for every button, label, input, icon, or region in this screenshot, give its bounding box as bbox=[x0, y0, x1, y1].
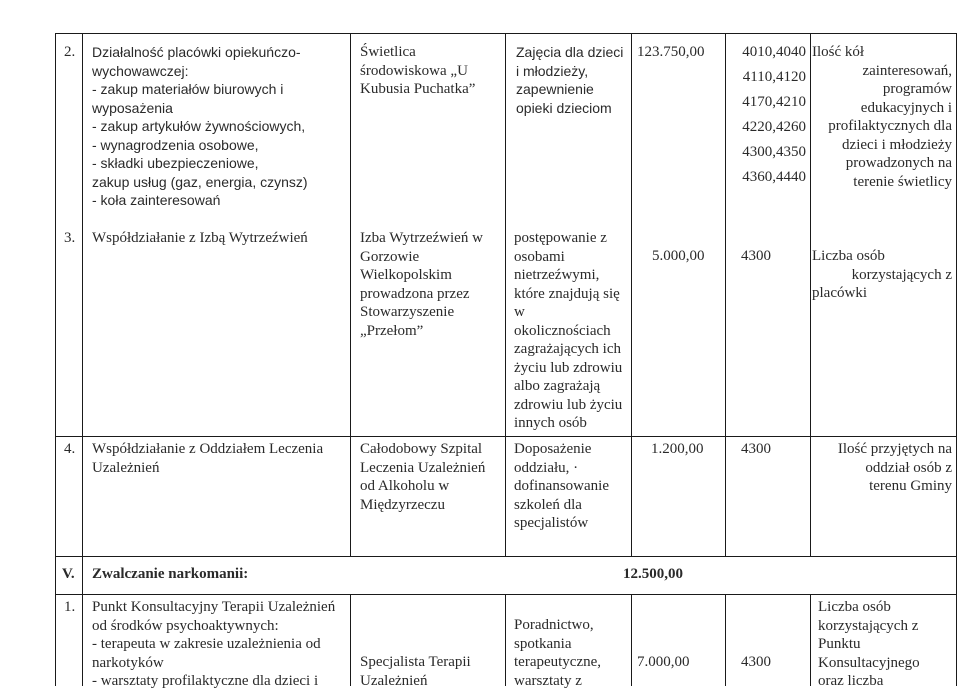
amount-value: 5.000,00 bbox=[652, 248, 705, 264]
column-divider bbox=[55, 33, 56, 686]
budget-code: 4300 bbox=[741, 654, 771, 670]
activity-description: Punkt Konsultacyjny Terapii Uzależnień od środków psychoaktywnych: - terapeuta w zakresie uzależnienia od narkotyków - warsztaty profilaktyczne dla dzieci i bbox=[92, 599, 336, 689]
result-indicator: Liczba osób korzystających z Punktu Konsultacyjnego oraz liczba bbox=[818, 599, 920, 689]
column-divider bbox=[505, 33, 506, 556]
activity-description: Współdziałanie z Izbą Wytrzeźwień bbox=[92, 230, 308, 246]
column-divider bbox=[810, 594, 811, 686]
row-divider bbox=[55, 556, 957, 557]
column-divider bbox=[350, 594, 351, 686]
column-divider bbox=[725, 33, 726, 556]
result-indicator: Ilość kół zainteresowań, programów edukacyjnych i profilaktycznych dla dzieci i młodzieży prowadzonych na terenie świetlicy bbox=[812, 44, 952, 190]
institution-name: Całodobowy Szpital Leczenia Uzależnień od Alkoholu w Międzyrzeczu bbox=[360, 441, 486, 513]
column-divider bbox=[505, 594, 506, 686]
section-amount: 12.500,00 bbox=[623, 566, 683, 582]
column-divider bbox=[350, 33, 351, 556]
column-divider bbox=[956, 33, 957, 686]
activity-description: Działalność placówki opiekuńczo- wychowawczej: - zakup materiałów biurowych i wyposażenia - zakup artykułów żywnościowych, - wynagrodzenia osobowe, - składki ubezpieczeniowe, zakup usług (gaz, energia, czynsz) - koła zainteresowań bbox=[92, 44, 308, 208]
budget-code: 4300 bbox=[741, 248, 771, 264]
amount-value: 1.200,00 bbox=[651, 441, 704, 457]
task-description: Poradnictwo, spotkania terapeutyczne, warsztaty z bbox=[514, 617, 602, 689]
section-title: Zwalczanie narkomanii: bbox=[92, 566, 249, 582]
task-description: Zajęcia dla dzieci i młodzieży, zapewnienie opieki dzieciom bbox=[516, 44, 624, 116]
column-divider bbox=[810, 33, 811, 556]
task-description: Doposażenie oddziału, · dofinansowanie szkoleń dla specjalistów bbox=[514, 441, 609, 531]
row-number: 4. bbox=[64, 441, 76, 457]
row-number: 1. bbox=[64, 599, 76, 615]
section-number: V. bbox=[62, 566, 75, 582]
budget-code: 4300 bbox=[741, 441, 771, 457]
row-divider bbox=[55, 436, 957, 437]
institution-name: Świetlica środowiskowa „U Kubusia Puchatka” bbox=[360, 44, 476, 97]
column-divider bbox=[82, 33, 83, 686]
institution-name: Specjalista Terapii Uzależnień bbox=[360, 654, 471, 689]
amount-value: 123.750,00 bbox=[637, 44, 705, 60]
budget-codes: 4010,4040 4110,4120 4170,4210 4220,4260 4300,4350 4360,4440 bbox=[742, 44, 806, 185]
institution-name: Izba Wytrzeźwień w Gorzowie Wielkopolskim prowadzona przez Stowarzyszenie „Przełom” bbox=[360, 230, 483, 339]
amount-value: 7.000,00 bbox=[637, 654, 690, 670]
row-number: 2. bbox=[64, 44, 76, 60]
column-divider bbox=[631, 33, 632, 556]
column-divider bbox=[725, 594, 726, 686]
activity-description: Współdziałanie z Oddziałem Leczenia Uzależnień bbox=[92, 441, 324, 476]
result-indicator: Ilość przyjętych na oddział osób z terenu Gminy bbox=[837, 441, 952, 494]
row-divider bbox=[55, 594, 957, 595]
result-indicator: Liczba osób korzystających z placówki bbox=[812, 248, 952, 301]
row-divider bbox=[55, 33, 957, 34]
task-description: postępowanie z osobami nietrzeźwymi, które znajdują się w okolicznościach zagrażających ich życiu lub zdrowiu albo zagrażają zdrowiu lub życiu innych osób bbox=[514, 230, 623, 431]
column-divider bbox=[631, 594, 632, 686]
row-number: 3. bbox=[64, 230, 76, 246]
